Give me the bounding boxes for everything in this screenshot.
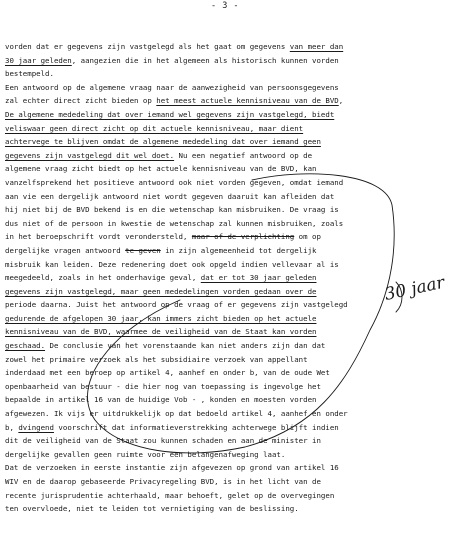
text-line bbox=[5, 244, 445, 258]
text-line bbox=[5, 230, 445, 244]
underlined-text: het meest actuele kennisniveau van de BVD bbox=[156, 96, 339, 106]
text-line bbox=[5, 353, 445, 367]
text-line bbox=[5, 271, 445, 285]
text-segment: Nu een negatief antwoord op de bbox=[174, 150, 313, 160]
text-segment: dergelijke gevallen geen ruimte voor een belangenafweging laat. bbox=[5, 449, 286, 459]
text-segment: bestempeld. bbox=[5, 69, 54, 79]
text-line bbox=[5, 325, 445, 339]
underlined-text: gegevens zijn vastgelegd dit wel doet. bbox=[5, 150, 175, 160]
text-segment: WIV en de daarop gebaseerde Privacyregeling BVD, is in het licht van de bbox=[5, 477, 321, 486]
text-segment: , bbox=[338, 96, 344, 106]
text-segment: bepaalde in artikel 16 van de huidige Vob - , konden en moesten vorden bbox=[5, 395, 317, 405]
text-line bbox=[5, 40, 445, 54]
text-segment: ten overvloede, niet te leiden tot vernietiging van de beslissing. bbox=[5, 504, 299, 514]
underlined-text: achtervege te blijven omdat de algemene mededeling dat over iemand geen bbox=[5, 137, 321, 147]
text-segment: misbruik kan leiden. Deze redenering doet ook opgeld indien vellevaar al is bbox=[5, 259, 339, 269]
text-line bbox=[5, 203, 445, 217]
text-segment: Een antwoord op de algemene vraag naar de aanwezigheid van persoonsgegevens bbox=[5, 82, 339, 92]
text-line bbox=[5, 122, 445, 136]
text-segment: dus niet of de persoon in kwestie de wetenschap zal kunnen misbruiken, zoals bbox=[5, 218, 344, 228]
text-segment: b, bbox=[5, 422, 19, 432]
text-segment: openbaarheid van bestuur - die hier nog van toepassing is ingevolge het bbox=[5, 381, 321, 391]
margin-note-30-jaar: 30 jaar bbox=[382, 272, 447, 305]
struck-text: te geven bbox=[125, 245, 161, 255]
text-segment: vorden dat er gegevens zijn vastgelegd als het gaat om gegevens bbox=[5, 42, 290, 51]
text-line bbox=[5, 475, 445, 489]
text-line bbox=[5, 54, 445, 68]
text-segment: voorschrift dat informatieverstrekking achterwege blijft indien bbox=[53, 422, 339, 432]
text-segment: om op bbox=[294, 232, 321, 242]
underlined-text: De algemene mededeling dat over iemand wel gegevens zijn vastgelegd, biedt bbox=[5, 109, 335, 119]
text-segment: in het beroepschrift vordt verondersteld, bbox=[5, 232, 192, 242]
text-line bbox=[5, 339, 445, 353]
text-line bbox=[5, 135, 445, 149]
underlined-text: gegevens zijn vastgelegd, maar geen mededelingen vorden gedaan over de bbox=[5, 286, 317, 296]
text-line bbox=[5, 407, 445, 421]
text-segment: inderdaad met een beroep op artikel 4, aanhef en onder b, van de oude Wet bbox=[5, 368, 330, 378]
text-segment: periode daarna. Juist het antwoord op de vraag of er gegevens zijn vastgelegd bbox=[5, 300, 348, 310]
text-segment: De conclusie van het vorenstaande kan niet anders zijn dan dat bbox=[45, 341, 326, 351]
text-segment: zowel het primaire verzoek als het subsidiaire verzoek van appellant bbox=[5, 354, 308, 364]
text-line bbox=[5, 94, 445, 108]
text-segment: meegedeeld, zoals in het onderhavige geval, bbox=[5, 273, 201, 283]
text-line bbox=[5, 380, 445, 394]
text-line bbox=[5, 366, 445, 380]
underlined-text: geschaad. bbox=[5, 341, 46, 351]
text-segment: algemene vraag zicht biedt op het actuele kennisniveau van de BVD, kan bbox=[5, 164, 317, 174]
text-line bbox=[5, 108, 445, 122]
underlined-text: veliswaar geen direct zicht op dit actuele kennisniveau, maar dient bbox=[5, 123, 304, 133]
page-number: - 3 - bbox=[210, 1, 240, 11]
underlined-text: kennisniveau van de BVD, waarmee de veiligheid van de Staat kan vorden bbox=[5, 327, 317, 337]
text-segment: dit de veiligheid van de Staat zou kunnen schaden en aan de minister in bbox=[5, 436, 321, 446]
text-segment: vanzelfsprekend het positieve antwoord ook niet vorden gegeven, omdat iemand bbox=[5, 177, 344, 187]
text-segment: zal echter direct zicht bieden op bbox=[5, 96, 157, 106]
text-segment: aan vie een dergelijk antwoord niet wordt gegeven daaruit kan afleiden dat bbox=[5, 191, 335, 201]
text-line bbox=[5, 81, 445, 95]
text-segment: recente jurisprudentie achterhaald, maar behoeft, gelet op de overvegingen bbox=[5, 490, 335, 500]
text-line bbox=[5, 217, 445, 231]
text-line bbox=[5, 489, 445, 503]
text-line bbox=[5, 434, 445, 448]
underlined-text: 30 jaar geleden bbox=[5, 55, 72, 65]
text-line bbox=[5, 190, 445, 204]
text-line bbox=[5, 312, 445, 326]
text-line bbox=[5, 176, 445, 190]
underlined-text: dat er tot 30 jaar geleden bbox=[200, 273, 317, 283]
text-line bbox=[5, 285, 445, 299]
document-body bbox=[5, 40, 445, 516]
text-line bbox=[5, 298, 445, 312]
text-line bbox=[5, 448, 445, 462]
text-line bbox=[5, 502, 445, 516]
text-line bbox=[5, 149, 445, 163]
text-line bbox=[5, 393, 445, 407]
text-line bbox=[5, 421, 445, 435]
underlined-text: dvingend bbox=[18, 422, 54, 432]
text-line bbox=[5, 461, 445, 475]
text-line bbox=[5, 67, 445, 81]
underlined-text: van meer dan bbox=[289, 42, 344, 51]
text-segment: , aangezien die in het algemeen als historisch kunnen vorden bbox=[71, 55, 339, 65]
text-segment: in zijn algemeenheid tot dergelijk bbox=[160, 245, 317, 255]
text-segment: Dat de verzoeken in eerste instantie zijn afgevezen op grond van artikel 16 bbox=[5, 463, 339, 473]
text-segment: hij niet bij de BVD bekend is en die wetenschap kan misbruiken. De vraag is bbox=[5, 205, 339, 215]
underlined-text: gedurende de afgelopen 30 jaar, kan immers zicht bieden op het actuele bbox=[5, 313, 317, 323]
text-segment: afgewezen. Ik vijs er uitdrukkelijk op dat bedoeld artikel 4, aanhef en onder bbox=[5, 409, 348, 419]
text-segment: dergelijke vragen antwoord bbox=[5, 245, 126, 255]
text-line bbox=[5, 258, 445, 272]
struck-text: maar of de verplichting bbox=[191, 232, 295, 242]
text-line bbox=[5, 162, 445, 176]
